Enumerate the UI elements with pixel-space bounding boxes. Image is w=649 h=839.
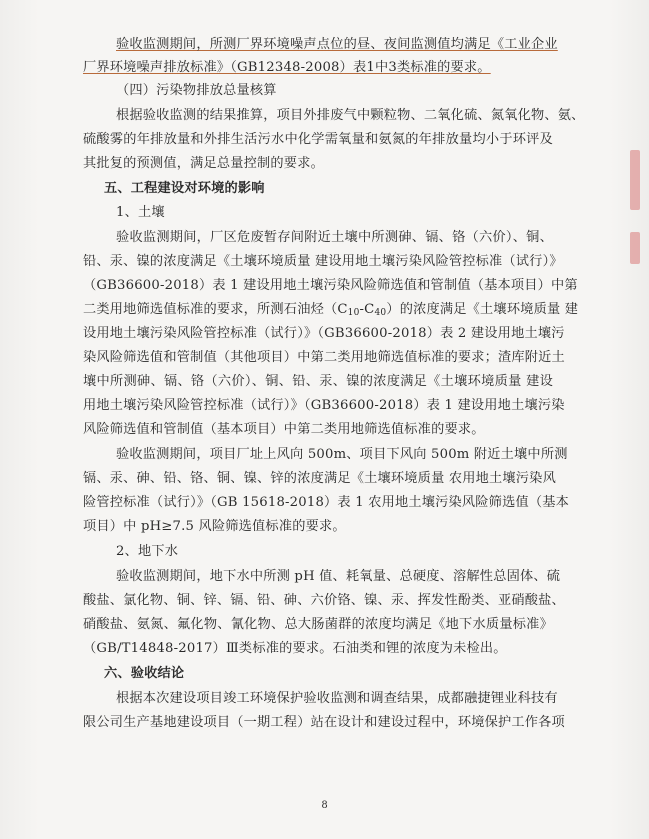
paragraph-line: 硫酸雾的年排放量和外排生活污水中化学需氧量和氨氮的年排放量均小于环评及 xyxy=(83,132,553,147)
paragraph-line: 壤中所测砷、镉、铬（六价）、铜、铅、汞、镍的浓度满足《土壤环境质量 建设 xyxy=(83,374,553,389)
paragraph-line: 染风险筛选值和管制值（其他项目）中第二类用地筛选值标准的要求；渣库附近土 xyxy=(83,350,565,365)
paragraph-line: （GB/T14848-2017）Ⅲ类标准的要求。石油类和锂的浓度为未检出。 xyxy=(83,641,507,656)
paragraph-line: 厂界环境噪声排放标准》（GB12348-2008）表1中3类标准的要求。 xyxy=(83,60,491,75)
paragraph-line: 其批复的预测值，满足总量控制的要求。 xyxy=(83,156,324,171)
page-number: 8 xyxy=(321,800,328,811)
paragraph-line: 根据本次建设项目竣工环境保护验收监测和调查结果，成都融捷锂业科技有 xyxy=(116,691,558,706)
paragraph-line: 二类用地筛选值标准的要求，所测石油烃$(C_{10}-C_{40})$的浓度满足《土壤环境质量 建 xyxy=(83,302,579,318)
subsection-heading: 2、地下水 xyxy=(116,544,179,559)
section-heading: 六、验收结论 xyxy=(104,666,185,681)
subsection-heading: 1、土壤 xyxy=(116,205,165,220)
paragraph-line: 验收监测期间，地下水中所测 pH 值、耗氧量、总硬度、溶解性总固体、硫 xyxy=(116,569,561,584)
paragraph-line: 酸盐、氯化物、铜、锌、镉、铅、砷、六价铬、镍、汞、挥发性酚类、亚硝酸盐、 xyxy=(83,593,565,608)
paragraph-line: 铅、汞、镍的浓度满足《土壤环境质量 建设用地土壤污染风险管控标准（试行）》 xyxy=(83,254,563,269)
paragraph-line: 限公司生产基地建设项目（一期工程）站在设计和建设过程中，环境保护工作各项 xyxy=(83,715,565,730)
paragraph-line: 验收监测期间，所测厂界环境噪声点位的昼、夜间监测值均满足《工业企业 xyxy=(116,37,558,52)
paragraph-line: 用地土壤污染风险管控标准（试行）》（GB36600-2018）表 1 建设用地土壤污染 xyxy=(83,398,565,413)
paragraph-line: 风险筛选值和管制值（基本项目）中第二类用地筛选值标准的要求。 xyxy=(83,422,485,437)
paragraph-line: 验收监测期间，厂区危废暂存间附近土壤中所测砷、镉、铬（六价）、铜、 xyxy=(116,230,553,245)
paragraph-line: 险管控标准（试行）》（GB 15618-2018）表 1 农用地土壤污染风险筛选值（基本 xyxy=(83,495,570,510)
paragraph-line: 镉、汞、砷、铅、铬、铜、镍、锌的浓度满足《土壤环境质量 农用地土壤污染风 xyxy=(83,471,556,486)
paragraph-line: 验收监测期间，项目厂址上风向 500m、项目下风向 500m 附近土壤中所测 xyxy=(116,447,568,462)
section-heading: （四）污染物排放总量核算 xyxy=(116,83,277,98)
paragraph-line: 硝酸盐、氨氮、氟化物、氰化物、总大肠菌群的浓度均满足《地下水质量标准》 xyxy=(83,617,553,632)
paragraph-line: 项目）中 pH≥7.5 风险筛选值标准的要求。 xyxy=(83,519,346,534)
paragraph-line: 设用地土壤污染风险管控标准（试行）》（GB36600-2018）表 2 建设用地土壤污 xyxy=(83,326,565,341)
section-heading: 五、工程建设对环境的影响 xyxy=(104,181,265,196)
paragraph-line: 根据验收监测的结果推算，项目外排废气中颗粒物、二氧化硫、氮氧化物、氨、 xyxy=(116,108,585,123)
paragraph-line: （GB36600-2018）表 1 建设用地土壤污染风险筛选值和管制值（基本项目）中第 xyxy=(83,278,578,293)
